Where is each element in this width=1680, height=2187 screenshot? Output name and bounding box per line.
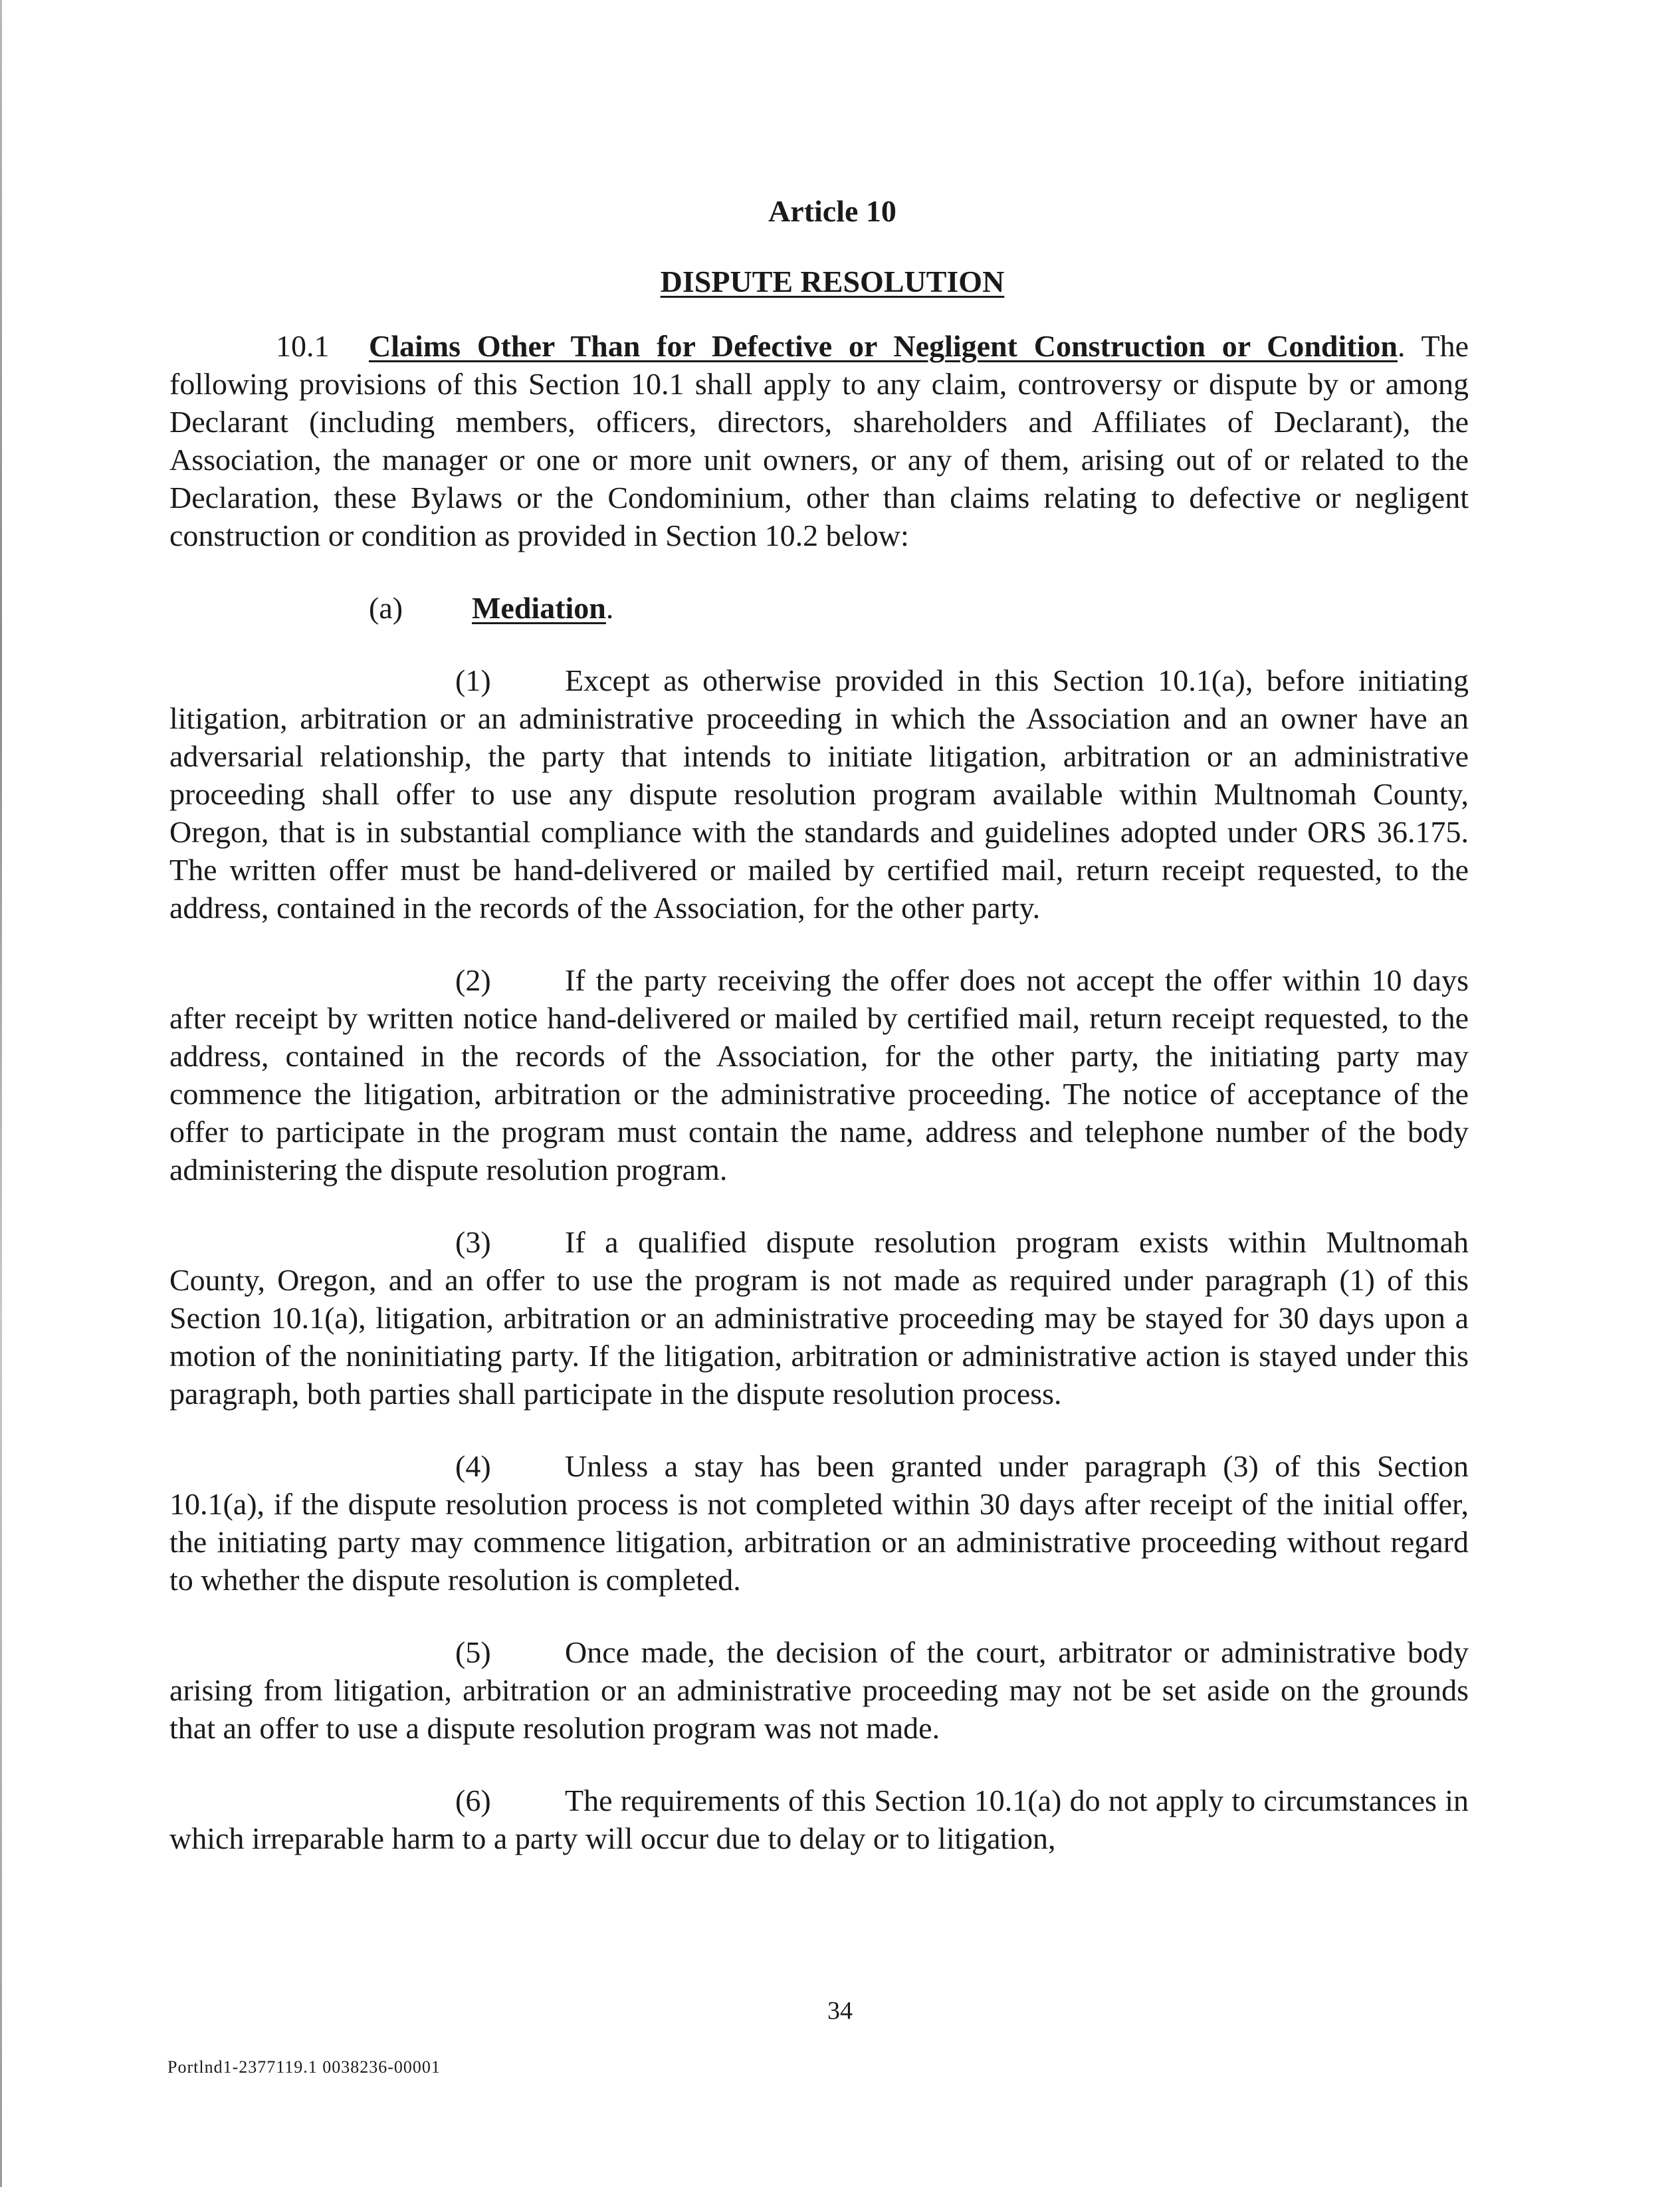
paragraph-number: (1): [455, 663, 491, 697]
page-number: 34: [827, 1997, 853, 2025]
section-heading: Claims Other Than for Defective or Negligent Construction or Condition: [369, 329, 1398, 363]
paragraph-number: (5): [455, 1635, 491, 1669]
subsection-heading: Mediation: [472, 591, 606, 625]
article-heading: [169, 263, 1469, 300]
document-page: [169, 193, 1469, 1857]
paragraph-6: [169, 1782, 1469, 1857]
section-body: The following provisions of this Section 10.1 shall apply to any claim, controversy or dispute by or among Declarant (including members, officers, directors, shareholders and Affiliates of Declarant), the Association, the manager or one or more unit owners, or any of them, arising out of or related to the Declaration, these Bylaws or the Condominium, other than claims relating to defective or negligent construction or condition as provided in Section 10.2 below:: [169, 329, 1469, 552]
subsection-a: [169, 589, 1469, 627]
paragraph-1: [169, 661, 1469, 927]
paragraph-text: The requirements of this Section 10.1(a) do not apply to circumstances in which irreparable harm to a party will occur due to delay or to litigation,: [169, 1784, 1469, 1855]
document-id: Portlnd1-2377119.1 0038236-00001: [167, 2057, 441, 2077]
paragraph-3: [169, 1223, 1469, 1413]
article-title: Article 10: [768, 194, 896, 228]
paragraph-number: (6): [455, 1784, 491, 1817]
section-heading-period: .: [1397, 329, 1406, 363]
paragraph-text: If the party receiving the offer does not accept the offer within 10 days after receipt by written notice hand-delivered or mailed by certified mail, return receipt requested, to the address, contained in the records of the Association, for the other party, the initiating party may commence the litigation, arbitration or the administrative proceeding. The notice of acceptance of the offer to participate in the program must contain the name, address and telephone number of the body administering the dispute resolution program.: [169, 963, 1469, 1187]
section-10-1: [169, 327, 1469, 554]
paragraph-4: [169, 1447, 1469, 1599]
paragraph-text: If a qualified dispute resolution program exists within Multnomah County, Oregon, and an offer to use the program is not made as required under paragraph (1) of this Section 10.1(a), litigation, arbitration or an administrative proceeding may be stayed for 30 days upon a motion of the noninitiating party. If the litigation, arbitration or administrative action is stayed under this paragraph, both parties shall participate in the dispute resolution process.: [169, 1225, 1469, 1411]
paragraph-number: (3): [455, 1225, 491, 1259]
paragraph-text: Except as otherwise provided in this Section 10.1(a), before initiating litigation, arbitration or an administrative proceeding in which the Association and an owner have an adversarial relationship, the party that intends to initiate litigation, arbitration or an administrative proceeding shall offer to use any dispute resolution program available within Multnomah County, Oregon, that is in substantial compliance with the standards and guidelines adopted under ORS 36.175. The written offer must be hand-delivered or mailed by certified mail, return receipt requested, to the address, contained in the records of the Association, for the other party.: [169, 663, 1469, 925]
subsection-heading-period: .: [605, 591, 614, 625]
paragraph-text: Unless a stay has been granted under paragraph (3) of this Section 10.1(a), if the dispute resolution process is not completed within 30 days after receipt of the initial offer, the initiating party may commence litigation, arbitration or an administrative proceeding without regard to whether the dispute resolution is completed.: [169, 1449, 1469, 1597]
paragraph-number: (4): [455, 1449, 491, 1483]
subsection-label: (a): [369, 591, 403, 625]
scan-edge: [0, 0, 2, 2187]
article-heading-text: DISPUTE RESOLUTION: [660, 265, 1005, 298]
paragraph-5: [169, 1633, 1469, 1747]
paragraph-number: (2): [455, 963, 491, 997]
paragraph-2: [169, 961, 1469, 1189]
paragraph-text: Once made, the decision of the court, arbitrator or administrative body arising from litigation, arbitration or an administrative proceeding may not be set aside on the grounds that an offer to use a dispute resolution program was not made.: [169, 1635, 1469, 1745]
section-number: 10.1: [276, 329, 330, 363]
